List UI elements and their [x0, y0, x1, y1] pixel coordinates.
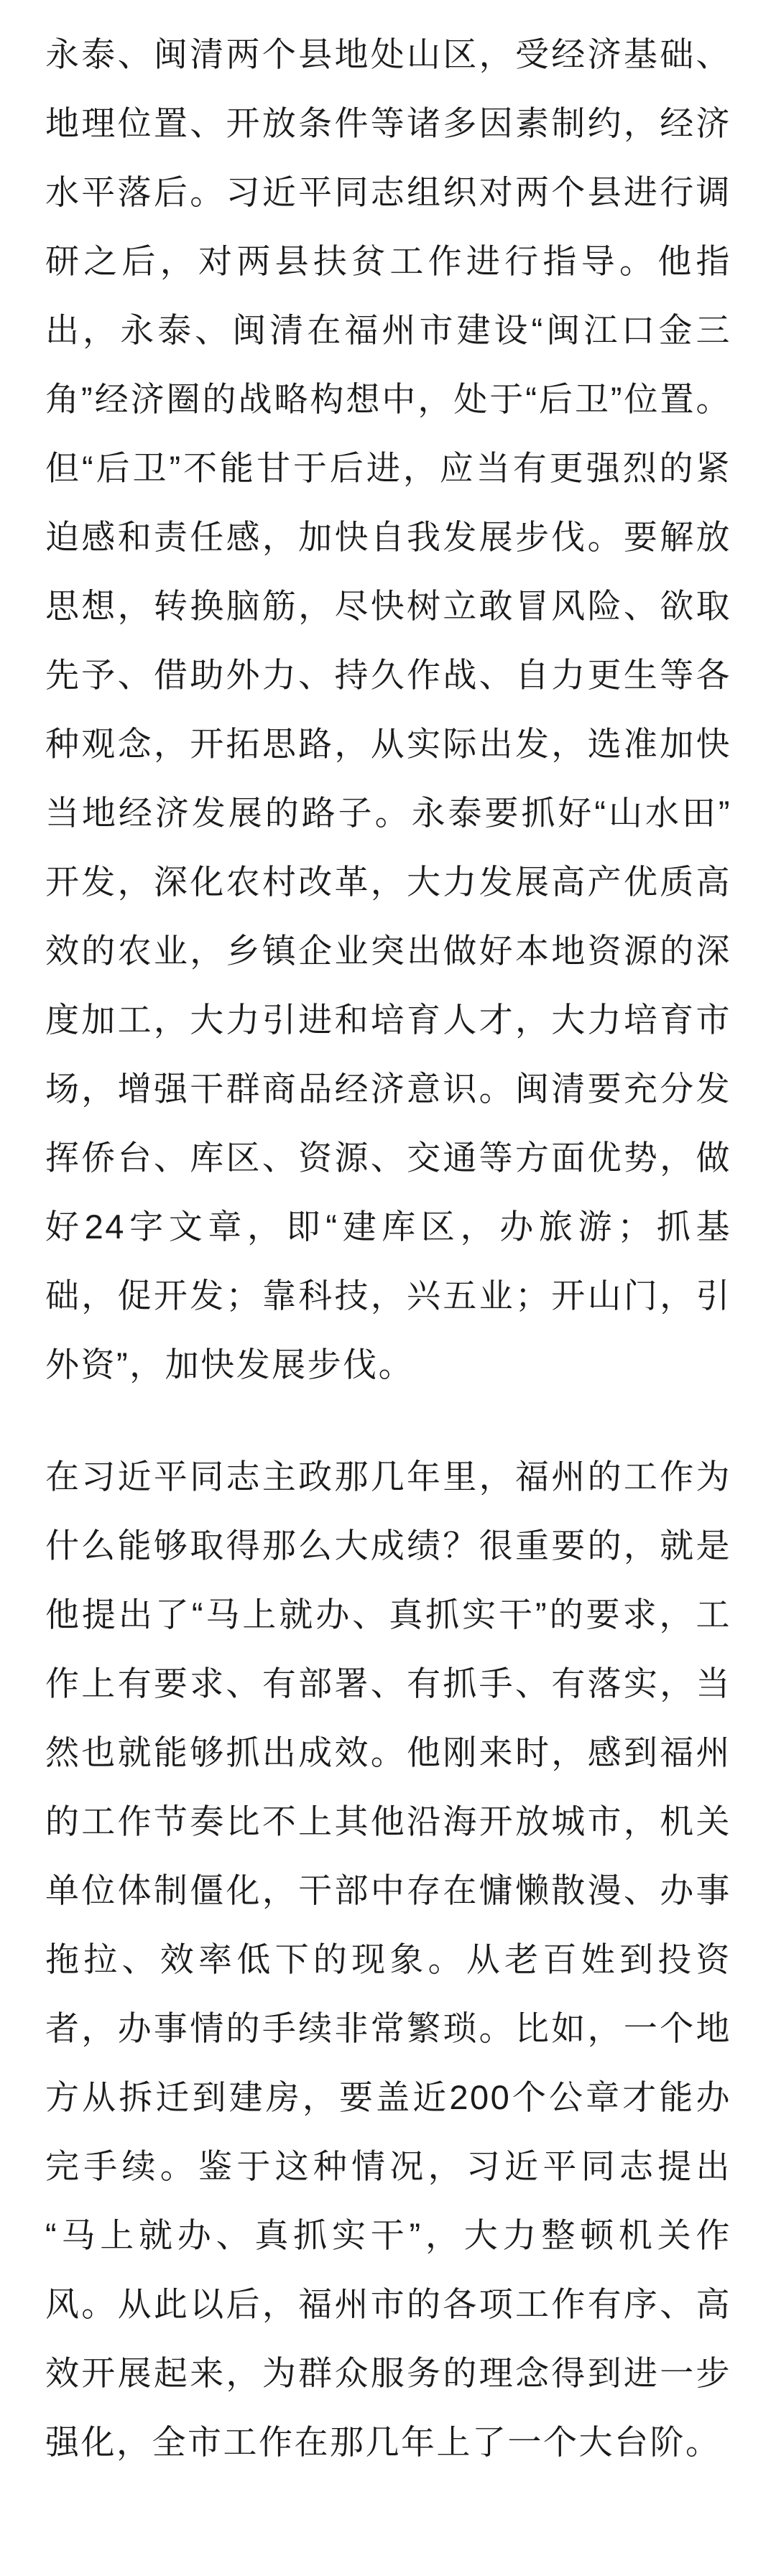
- article-body: [45, 20, 731, 2477]
- article-paragraph-1: 永泰、闽清两个县地处山区，受经济基础、地理位置、开放条件等诸多因素制约，经济水平落后。习近平同志组织对两个县进行调研之后，对两县扶贫工作进行指导。他指出，永泰、闽清在福州市建设“闽江口金三角”经济圈的战略构想中，处于“后卫”位置。但“后卫”不能甘于后进，应当有更强烈的紧迫感和责任感，加快自我发展步伐。要解放思想，转换脑筋，尽快树立敢冒风险、欲取先予、借助外力、持久作战、自力更生等各种观念，开拓思路，从实际出发，选准加快当地经济发展的路子。永泰要抓好“山水田”开发，深化农村改革，大力发展高产优质高效的农业，乡镇企业突出做好本地资源的深度加工，大力引进和培育人才，大力培育市场，增强干群商品经济意识。闽清要充分发挥侨台、库区、资源、交通等方面优势，做好24字文章，即“建库区，办旅游；抓基础，促开发；靠科技，兴五业；开山门，引外资”，加快发展步伐。: [45, 35, 731, 1384]
- article-paragraph-2: 在习近平同志主政那几年里，福州的工作为什么能够取得那么大成绩？很重要的，就是他提出了“马上就办、真抓实干”的要求，工作上有要求、有部署、有抓手、有落实，当然也就能够抓出成效。他刚来时，感到福州的工作节奏比不上其他沿海开放城市，机关单位体制僵化，干部中存在慵懒散漫、办事拖拉、效率低下的现象。从老百姓到投资者，办事情的手续非常繁琐。比如，一个地方从拆迁到建房，要盖近200个公章才能办完手续。鉴于这种情况，习近平同志提出“马上就办、真抓实干”，大力整顿机关作风。从此以后，福州市的各项工作有序、高效开展起来，为群众服务的理念得到进一步强化，全市工作在那几年上了一个大台阶。: [45, 1458, 731, 2461]
